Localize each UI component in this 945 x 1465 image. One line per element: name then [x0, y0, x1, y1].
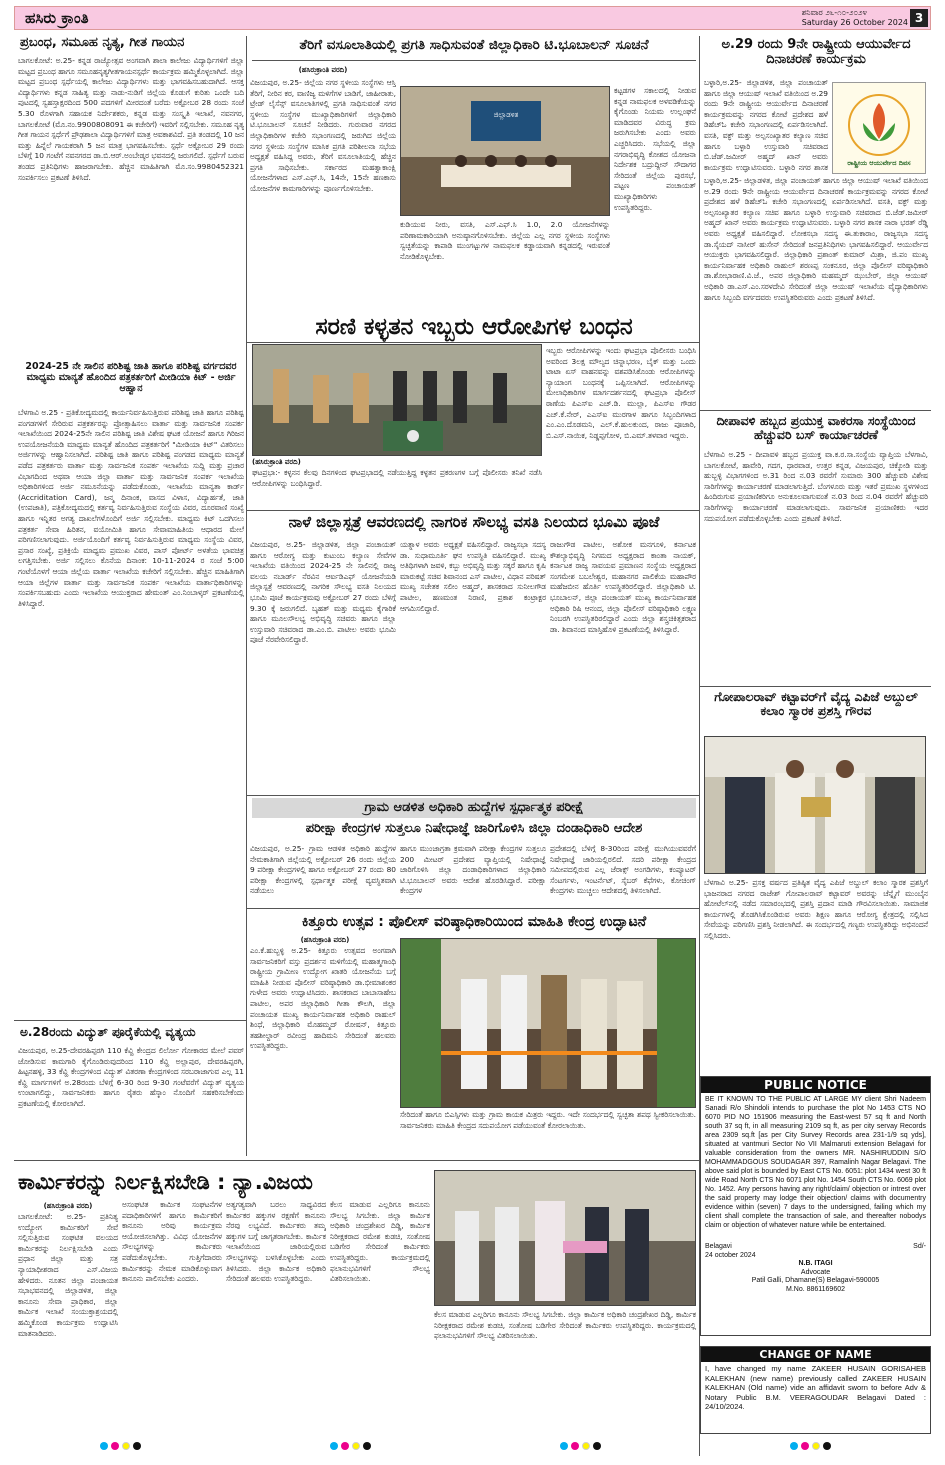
article-body: ವಿಜಯಪುರ, ಅ.25- ಜಿಲ್ಲೆಯ ನಗರ ಸ್ಥಳೀಯ ಸಂಸ್ಥೆಗಳು ಆಸ್ತಿ ತೆರಿಗೆ, ನೀರಿನ ಕರ, ವಾಣಿಜ್ಯ ಮಳಿಗೆಗಳ ಬಾಡಿಗೆ, ಜಾಹೀರಾತು, ಟ್ರೇಡ್ ಲೈಸೆನ್ಸ್ ವಸೂಲಾತಿಗಳಲ್ಲಿ ಪ್ರಗತಿ ಸಾಧಿಸುವಂತೆ ನಗರ ಸ್ಥಳೀಯ ಸಂಸ್ಥೆಗಳ ಮುಖ್ಯಾಧಿಕಾರಿಗಳಿಗೆ ಜಿಲ್ಲಾಧಿಕಾರಿ ಟಿ.ಭೂಬಾಲನ್ ಸೂಚನೆ ನೀಡಿದರು. ಗುರುವಾರ ನಗರದ ಜಿಲ್ಲಾಧಿಕಾರಿಗಳ ಕಚೇರಿ ಸಭಾಂಗಣದಲ್ಲಿ ಜರುಗಿದ ಜಿಲ್ಲೆಯ ನಗರ ಸ್ಥಳೀಯ ಸಂಸ್ಥೆಗಳ ಮಾಸಿಕ ಪ್ರಗತಿ ಪರಿಶೀಲನಾ ಸಭೆಯ ಅಧ್ಯಕ್ಷತೆ ವಹಿಸಿದ್ದ ಅವರು, ತೆರಿಗೆ ವಸೂಲಾತಿಯಲ್ಲಿ ಹೆಚ್ಚಿನ ಪ್ರಗತಿ ಸಾಧಿಸಬೇಕು. ಸರ್ಕಾರದ ಮಹತ್ವಾಕಾಂಕ್ಷಿ ಯೋಜನೆಗಳಾದ ಎಸ್.ಎಫ್.ಸಿ, 14ನೇ, 15ನೇ ಹಣಕಾಸು ಯೋಜನೆಗಳ ಕಾಮಗಾರಿಗಳನ್ನು ಪೂರ್ಣಗೊಳಿಸಬೇಕು. [250, 78, 396, 193]
article-body: ಬಾಗಲಕೋಟೆ: ಅ.25- ಕನ್ನಡ ರಾಜ್ಯೋತ್ಸವ ಅಂಗವಾಗಿ ಶಾಲಾ ಕಾಲೇಜು ವಿದ್ಯಾರ್ಥಿಗಳಿಗೆ ಜಿಲ್ಲಾ ಮಟ್ಟದ ಪ್ರಬಂಧ ಹಾಗೂ ಸಮೂಹನೃತ್ಯಗೀತಗಾಯನಸ್ಪರ್ಧೆ ಕಾರ್ಯಕ್ರಮ ಹಮ್ಮಿಕೊಳ್ಳಲಾಗಿದೆ. ಜಿಲ್ಲಾ ಮಟ್ಟದ ಪ್ರಬಂಧ ಸ್ಪರ್ಧೆಯಲ್ಲಿ ಕಾಲೇಜು ವಿದ್ಯಾರ್ಥಿಗಳು ಮತ್ತು ಭಾಗವಹಿಸಬಹುದಾಗಿದೆ. ಆಸಕ್ತ ವಿದ್ಯಾರ್ಥಿಗಳು ಕನ್ನಡ ಸಾಹಿತ್ಯ ಮತ್ತು ನಾಡು-ನುಡಿಗೆ ಜಿಲ್ಲೆಯ ಕೊಡುಗೆ ಕುರಿತು ಒಂದೇ ಬದಿ ಪುಟದಲ್ಲಿ ಸ್ವಹಸ್ತಾಕ್ಷರದಿಂದ 500 ಪದಗಳಿಗೆ ಮೀರದಂತೆ ಬರೆದು ಅಕ್ಟೋಬರ 28 ರಂದು ಸಂಜೆ 5.30 ರೊಳಗಾಗಿ ಸಹಾಯಕ ನಿರ್ದೇಶಕರು, ಕನ್ನಡ ಮತ್ತು ಸಂಸ್ಕೃತಿ ಇಲಾಖೆ, ನವನಗರ, ಬಾಗಲಕೋಟೆ (ಮೊ.ನಂ.9900808091 ಈ ಕಚೇರಿಗೆ) ಇವರಿಗೆ ಸಲ್ಲಿಸಬೇಕು. ಸಮೂಹ ನೃತ್ಯ ಗೀತ ಗಾಯನ ಸ್ಪರ್ಧೆಗೆ ಪ್ರೌಢಶಾಲಾ ವಿದ್ಯಾರ್ಥಿಗಳಿಗೆ ಮಾತ್ರ ಅವಕಾಶವಿದೆ. ಪ್ರತಿ ತಂಡದಲ್ಲಿ 10 ಜನ ಮತ್ತು ಹಿನ್ನೆಲೆ ಗಾಯಕರಾಗಿ 5 ಜನ ಮಾತ್ರ ಭಾಗವಹಿಸಬೇಕು. ಸ್ಪರ್ಧೆ ಅಕ್ಟೋಬರ 29 ರಂದು ಬೆಳಿಗ್ಗೆ 10 ಗಂಟೆಗೆ ನವನಗರದ ಡಾ.ಬಿ.ಆರ್.ಅಂಬೇಡ್ಕರ ಭವನದಲ್ಲಿ ಜರುಗಲಿದೆ. ಸ್ಪರ್ಧೆಗೆ ಬರುವ ತಂಡದ ಪ್ರತಿನಿಧಿಗಳು ಹಾಜರಾಗಬೇಕು. ಹೆಚ್ಚಿನ ಮಾಹಿತಿಗಾಗಿ ಮೊ.ಸಂ.9980452321 ಸಂಪರ್ಕಿಸಲು ಪ್ರಕಟಣೆ ತಿಳಿಸಿದೆ. [18, 56, 244, 182]
registration-marks [790, 1442, 831, 1450]
article-headline: ಕಿತ್ತೂರು ಉತ್ಸವ : ಪೊಲೀಸ್ ವರಿಷ್ಠಾಧಿಕಾರಿಯಿಂದ ಮಾಹಿತಿ ಕೇಂದ್ರ ಉದ್ಘಾಟನೆ [301, 914, 647, 930]
article-body: ಕೆಲಸ ಮಾಡುವ ಎಲ್ಲರಿಗೂ ಕಾನೂನು ಸೌಲಭ್ಯ ಸಿಗಬೇಕು. ಜಿಲ್ಲಾ ಕಾರ್ಮಿಕ ಅಧಿಕಾರಿ ಚಂದ್ರಶೇಖರ ದಿಡ್ಡಿ, ಕಾರ್ಮಿಕ ನಿರೀಕ್ಷಕರಾದ ರಮೇಶ ಕುಡಚಿ, ಸಂತೋಷ ಬಡಿಗೇರ ಸೇರಿದಂತೆ ಕಾರ್ಮಿಕರು ಉಪಸ್ಥಿತರಿದ್ದರು. ಕಾರ್ಯಕ್ರಮದಲ್ಲಿ ಫಲಾನುಭವಿಗಳಿಗೆ ಸೌಲಭ್ಯ ವಿತರಿಸಲಾಯಿತು. [434, 1310, 696, 1341]
section-rule [247, 510, 699, 511]
section-rule [247, 908, 699, 909]
section-rule [247, 795, 699, 796]
notice-place: Belagavi [705, 1243, 732, 1250]
yellow-dot-icon [352, 1442, 360, 1450]
article-headline: ಅ.29 ರಂದು 9ನೇ ರಾಷ್ಟ್ರೀಯ ಆಯುರ್ವೇದ ದಿನಾಚರಣೆ ಕಾರ್ಯಕ್ರಮ [721, 37, 911, 67]
yellow-dot-icon [582, 1442, 590, 1450]
article-body: ಇಬ್ಬರು ಆರೋಪಿಗಳನ್ನು ಇಂದು ಘಟಪ್ರಭಾ ಪೊಲೀಸರು ಬಂಧಿಸಿ ಅವರಿಂದ 3ಲಕ್ಷ ಮೌಲ್ಯದ ಚಿನ್ನಾಭರಣ, ಬೈಕ್ ಮತ್ತು ಒಂದು ಟಾಟಾ ಏಸ್ ವಾಹನವನ್ನು ವಶಪಡಿಸಿಕೊಂಡು ಆರೋಪಿಗಳನ್ನು ನ್ಯಾಯಾಂಗ ಬಂಧನಕ್ಕೆ ಒಪ್ಪಿಸಲಾಗಿದೆ. ಆರೋಪಿಗಳನ್ನು ಮೇಲಾಧಿಕಾರಿಗಳ ಮಾರ್ಗದರ್ಶನದಲ್ಲಿ ಘಟಪ್ರಭಾ ಪೊಲೀಸ್ ಠಾಣೆಯ ಪಿಎಸ್ಐ ಎಚ್.ಡಿ. ಮುಲ್ಲಾ, ಪಿಎಸ್ಐ ಗೌಡರ ಎಚ್.ಕೆ.ನೇರ್, ಎಎಸ್ಐ ಮುರಗಾಳ ಹಾಗೂ ಸಿಬ್ಬಂದಿಗಳಾದ ಎಂ.ಎಂ.ದೊಡಮನಿ, ಎಲ್.ಕೆ.ಹುಲಕುಂದ, ರಾಜು ಪೂಜಾರಿ, ಬಿ.ಎಸ್.ನಾಯಿಕ, ನಿಡ್ಡಪ್ಪಗೋಳ, ಬಿ.ಎಮ್.ತಳವಾರ ಇದ್ದರು. [546, 346, 696, 440]
article-headline: ಕಾರ್ಮಿಕರನ್ನು ನಿರ್ಲಕ್ಷಿಸಬೇಡಿ : ನ್ಯಾ.ವಿಜಯ [18, 1170, 313, 1194]
article-body: ಕೆಲಸ ಮಾಡುವ ಎಲ್ಲರಿಗೂ ಕಾನೂನು ಸೌಲಭ್ಯ ಸಿಗಬೇಕು. ಜಿಲ್ಲಾ ಕಾರ್ಮಿಕ ಅಧಿಕಾರಿ ಚಂದ್ರಶೇಖರ ದಿಡ್ಡಿ, ಕಾರ್ಮಿಕ ನಿರೀಕ್ಷಕರಾದ ರಮೇಶ ಕುಡಚಿ, ಸಂತೋಷ ಬಡಿಗೇರ ಸೇರಿದಂತೆ ಕಾರ್ಮಿಕರು ಉಪಸ್ಥಿತರಿದ್ದರು. ಕಾರ್ಯಕ್ರಮದಲ್ಲಿ ಫಲಾನುಭವಿಗಳಿಗೆ ಸೌಲಭ್ಯ ವಿತರಿಸಲಾಯಿತು. [330, 1200, 430, 1284]
cyan-dot-icon [100, 1442, 108, 1450]
article-body: ಕುಡಿಯುವ ನೀರು, ವಸತಿ, ಎಸ್.ಎಫ್.ಸಿ 1.0, 2.0 ಯೋಜನೆಗಳನ್ನು ಪರಿಣಾಮಕಾರಿಯಾಗಿ ಅನುಷ್ಠಾನಗೊಳಿಸಬೇಕು. ಜಿಲ್ಲೆಯ ಎಲ್ಲ ನಗರ ಸ್ಥಳೀಯ ಸಂಸ್ಥೆಗಳು ಸ್ವಚ್ಛತೆಯನ್ನು ಕಾಪಾಡಿ ಮುಂಗಟ್ಟುಗಳ ನಾಮಫಲಕ ಕಡ್ಡಾಯವಾಗಿ ಕನ್ನಡದಲ್ಲಿ ಇರುವಂತೆ ನೋಡಿಕೊಳ್ಳಬೇಕು. [400, 220, 610, 261]
article-body: ಪ್ರದೇಶದಲ್ಲಿ ಬೆಳಿಗ್ಗೆ 8-30ರಿಂದ ಪರೀಕ್ಷೆ ಮುಗಿಯುವವರೆಗೆ ನಿಷೇಧಾಜ್ಞೆ ಜಾರಿಯಲ್ಲಿರಲಿದೆ. ಸದರಿ ಪರೀಕ್ಷಾ ಕೇಂದ್ರದ ಸಮೀಪದಲ್ಲಿರುವ ಎಲ್ಲ ಜೆರಾಕ್ಸ್ ಅಂಗಡಿಗಳು, ಕಂಪ್ಯೂಟರ್ ಸೆಂಟರ್ಗಳು, ಇಂಟರ್ನೆಟ್, ಸೈಬರ್ ಕೆಫೆಗಳು, ಕೋಚಿಂಗ್ ಕೇಂದ್ರಗಳು ಮುಚ್ಚಲು ಆದೇಶದಲ್ಲಿ ತಿಳಿಸಲಾಗಿದೆ. [550, 844, 696, 896]
ribbon-cutting-photo [400, 938, 696, 1108]
cyan-dot-icon [330, 1442, 338, 1450]
byline: (ಹಸಿರುಕ್ರಾಂತಿ ವರದಿ) [43, 1202, 93, 1210]
article-body: ಅಸಂಘಟಿತ ಕಾರ್ಮಿಕ ಸಂಘಟನೆಗಳ ಪದಾಧಿಕಾರಿಗಳಿಗೆ ಹಾಗೂ ಕಾರ್ಮಿಕರಿಗೆ ಕಾನೂನು ಅರಿವು ಕಾರ್ಯಕ್ರಮ ಆಯೋಜಿಸಲಾಗಿತ್ತು. ವಿವಿಧ ಯೋಜನೆಗಳ ಸೌಲಭ್ಯಗಳನ್ನು ಕಾರ್ಮಿಕರು ಪಡೆದುಕೊಳ್ಳಬೇಕು. ಗುತ್ತಿಗೆದಾರರು ಕಾರ್ಮಿಕರನ್ನು ನೇಮಕ ಮಾಡಿಕೊಳ್ಳುವಾಗ ಕಾನೂನು ಪಾಲಿಸಬೇಕು ಎಂದರು. [122, 1200, 222, 1284]
cyan-dot-icon [560, 1442, 568, 1450]
date-kannada: ಶನಿವಾರ ೨೬-೧೦-೨೦೨೪ [801, 8, 867, 17]
award-photo [704, 736, 926, 874]
article-body: ಅತ್ಯಗತ್ಯವಾಗಿ ಬರಲು ಸಾಧ್ಯವಿರದ ಕಾರ್ಮಿಕರ ಹಕ್ಕುಗಳ ರಕ್ಷಣೆಗೆ ಕಾನೂನು ನೆರವು ಲಭ್ಯವಿದೆ. ಕಾರ್ಮಿಕರು ತಮ್ಮ ಹಕ್ಕುಗಳ ಬಗ್ಗೆ ಜಾಗೃತರಾಗಬೇಕು. ಕಾರ್ಮಿಕ ಇಲಾಖೆಯಿಂದ ಜಾರಿಯಲ್ಲಿರುವ ಸೌಲಭ್ಯಗಳನ್ನು ಬಳಸಿಕೊಳ್ಳಬೇಕು ಎಂದು ತಿಳಿಸಿದರು. ಜಿಲ್ಲಾ ಕಾರ್ಮಿಕ ಅಧಿಕಾರಿ ಸೇರಿದಂತೆ ಹಲವರು ಉಪಸ್ಥಿತರಿದ್ದರು. [226, 1200, 326, 1284]
article-headline: ಪರೀಕ್ಷಾ ಕೇಂದ್ರಗಳ ಸುತ್ತಲೂ ನಿಷೇಧಾಜ್ಞೆ ಜಾರಿಗೊಳಿಸಿ ಜಿಲ್ಲಾ ದಂಡಾಧಿಕಾರಿ ಆದೇಶ [305, 821, 643, 836]
article-body: ಕಟ್ಟಡಗಳ ಸಕಾಲದಲ್ಲಿ ನೀಡುವ ಕನ್ನಡ ನಾಮಫಲಕ ಅಳವಡಿಕೆಯನ್ನು ಕೈಗೊಂಡು ನಿಯಮ ಉಲ್ಲಂಘನೆ ಮಾಡಿದವರ ವಿರುದ್ಧ ಕ್ರಮ ಜರುಗಿಸಬೇಕು ಎಂದು ಅವರು ಎಚ್ಚರಿಸಿದರು. ಸಭೆಯಲ್ಲಿ ಜಿಲ್ಲಾ ನಗರಾಭಿವೃದ್ಧಿ ಕೋಶದ ಯೋಜನಾ ನಿರ್ದೇಶಕ ಬದ್ರುದ್ದೀನ್ ಸೌದಾಗರ ಸೇರಿದಂತೆ ಜಿಲ್ಲೆಯ ಪುರಸಭೆ, ಪಟ್ಟಣ ಪಂಚಾಯತ್ ಮುಖ್ಯಾಧಿಕಾರಿಗಳು ಉಪಸ್ಥಿತರಿದ್ದರು. [614, 86, 696, 212]
section-rule [14, 1160, 700, 1161]
public-notice-body: BE IT KNOWN TO THE PUBLIC AT LARGE MY client Shri Nadeem Sanadi R/o Shindoli intends to purchase the plot No 1453 CTS NO 6070 PID NO 151906 measuring the East-west 57 sq ft and North south 37 sq ft, in all measuring 2109 sq ft, as per city servay Records area 2309 sq.ft [as per City Survey Records area 231-1/9 sq yds], situated at vantmuri Sector No VII Malmaruti extension Belagavi for valuable consideration from the owners MR. NASHIRUDDIN S/O MOHAMMADGOUS SOUDAGAR 397, Ramalinh Nagar Belagavi. The above said plot is bounded by East CTS No. 6051: plot 1434 west 30 ft wide Road North CTS No 6071 plot No. 1454 South CTS No. 6069 plot No. 1452. Any persons having any right/claim/ objection or intrest over the said property may lodge their objection/ claims with documentry evidence within (seven) 7 days to the undersigned, failing which my client shall complete the transaction of sale, and thereafter nobodys claim or objection of whatever nature while be entertained. [705, 1096, 926, 1229]
article-body: ಬೆಳಗಾವಿ ಅ.25- ಪ್ರಸಕ್ತ ವರ್ಷದ ಪ್ರತಿಷ್ಠಿತ ವೈದ್ಯ ಎಪಿಜೆ ಅಬ್ದುಲ್ ಕಲಾಂ ಸ್ಮಾರಕ ಪ್ರಶಸ್ತಿಗೆ ಭಾಜನರಾದ ನಗರದ ರಾಜೇಶ್ ಗೋಪಾಲರಾವ್ ಕಟ್ಟಾವರ್ ಅವರನ್ನು ಚೆನ್ನೈಗೆ ಮುಂಬೈನ ಹೋಟೆಲ್‌ನಲ್ಲಿ ನಡೆದ ಸಮಾರಂಭದಲ್ಲಿ ಪ್ರಶಸ್ತಿ ಪ್ರದಾನ ಮಾಡಿ ಗೌರವಿಸಲಾಯಿತು. ಸಾಮಾಜಿಕ ಕಾರ್ಯಗಳಲ್ಲಿ ತೊಡಗಿಸಿಕೊಂಡಿರುವ ಅವರು ಶಿಕ್ಷಣ ಹಾಗೂ ಆರೋಗ್ಯ ಕ್ಷೇತ್ರದಲ್ಲಿ ಸಲ್ಲಿಸಿದ ಸೇವೆಯನ್ನು ಪರಿಗಣಿಸಿ ಪ್ರಶಸ್ತಿ ನೀಡಲಾಗಿದೆ. ಈ ಸಂದರ್ಭದಲ್ಲಿ ಗಣ್ಯರು ಉಪಸ್ಥಿತರಿದ್ದು ಅಭಿನಂದನೆ ಸಲ್ಲಿಸಿದರು. [704, 878, 928, 940]
page-number: 3 [910, 9, 928, 27]
article-body: ಬೆಳಗಾವಿ ಅ.25 - ಪ್ರತಿಕೋದ್ಯಮದಲ್ಲಿ ಕಾರ್ಯನಿರ್ವಹಿಸುತ್ತಿರುವ ಪರಿಶಿಷ್ಟ ಜಾತಿ ಹಾಗೂ ಪರಿಶಿಷ್ಟ ಪಂಗಡಗಳಿಗೆ ಸೇರಿರುವ ಪತ್ರಕರ್ತರನ್ನು ಪ್ರೋತ್ಸಾಹಿಸಲು ವಾರ್ತಾ ಮತ್ತು ಸಾರ್ವಜನಿಕ ಸಂಪರ್ಕ ಇಲಾಖೆಯಿಂದ 2024-25ನೇ ಸಾಲಿನ ಪರಿಶಿಷ್ಟ ಜಾತಿ ವಿಶೇಷ ಘಟಕ ಯೋಜನೆ ಹಾಗೂ ಗಿರಿಜನ ಉಪಯೋಜನೆಯಡಿ ಮಾಧ್ಯಮ ಮಾನ್ಯತೆ ಹೊಂದಿದ ಪತ್ರಕರ್ತರಿಗೆ "ಮೀಡಿಯಾ ಕಿಟ್" ವಿತರಿಸಲು ಅರ್ಜಿಗಳನ್ನು ಆಹ್ವಾನಿಸಲಾಗಿದೆ. ಪರಿಶಿಷ್ಟ ಜಾತಿ ಹಾಗೂ ಪರಿಶಿಷ್ಟ ಪಂಗಡದ ಮಾಧ್ಯಮ ಮಾನ್ಯತೆ ಪಡೆದ ಪತ್ರಕರ್ತರು ವಾರ್ತಾ ಮತ್ತು ಸಾರ್ವಜನಿಕ ಸಂಪರ್ಕ ಇಲಾಖೆಯ ಸುದ್ದಿ ಮತ್ತು ಪ್ರಚಾರ ವಿಭಾಗದಿಂದ ಅಥವಾ ಆಯಾ ಜಿಲ್ಲಾ ವಾರ್ತಾ ಮತ್ತು ಸಾರ್ವಜನಿಕ ಸಂಪರ್ಕ ಇಲಾಖೆಯ ಅಧಿಕಾರಿಗಳಿಂದ ಅರ್ಜಿ ನಮೂನೆಯನ್ನು ಪಡೆದುಕೊಂಡು, ಇಲಾಖೆಯ ಮಾನ್ಯತಾ ಕಾರ್ಡ್ (Accriditation Card), ಜನ್ಮ ದಿನಾಂಕ, ವಾಸದ ವಿಳಾಸ, ವಿದ್ಯಾರ್ಹತೆ, ಜಾತಿ (ಉಪಜಾತಿ), ಪತ್ರಿಕೋದ್ಯಮದಲ್ಲಿ ಕರ್ತವ್ಯ ನಿರ್ವಹಿಸುತ್ತಿರುವ ಸಂಸ್ಥೆಯ ವಿವರ, ದೂರವಾಣಿ ಸಂಖ್ಯೆ ಹಾಗೂ ಇನ್ನಿತರ ಅಗತ್ಯ ದಾಖಲೆಗಳೊಂದಿಗೆ ಅರ್ಜಿ ಸಲ್ಲಿಸಬೇಕು. ಮಾಧ್ಯಮ ಕಿಟ್ ಒದಗಿಸಲು ಪತ್ರಕರ್ತ ಸೇವಾ ಹಿರಿತನ, ವಯೋಮಿತಿ ಹಾಗೂ ಸೇವಾಮಾಹಿತಿಯ ಆಧಾರದ ಮೇಲೆ ಪರಿಗಣಿಸಲಾಗುವುದು. ಅರ್ಜಿಯೊಂದಿಗೆ ಕರ್ತವ್ಯ ನಿರ್ವಹಿಸುತ್ತಿರುವ ಮಾಧ್ಯಮ ಸಂಸ್ಥೆಯ ವಿವರ, ಪ್ರಸಾರ ಸಂಖ್ಯೆ, ಪ್ರತಿಕ್ರಿಯೆ ಮಾಧ್ಯಮ ಪ್ರಮುಖ ವಿವರ, ಪಾಸ್ ಪೋರ್ಟ್ ಅಳತೆಯ ಭಾವಚಿತ್ರ ಲಗತ್ತಿಸಬೇಕು. ಅರ್ಜಿ ಸಲ್ಲಿಸಲು ಕೊನೆಯ ದಿನಾಂಕ: 10-11-2024 ರ ಸಂಜೆ 5:00 ಗಂಟೆಯೊಳಗೆ ಆಯಾ ಜಿಲ್ಲೆಯ ವಾರ್ತಾ ಇಲಾಖೆಯ ಕಚೇರಿಗೆ ಸಲ್ಲಿಸಬೇಕು. ಹೆಚ್ಚಿನ ಮಾಹಿತಿಗಾಗಿ ಆಯಾ ಜಿಲ್ಲೆಗಳ ವಾರ್ತಾ ಮತ್ತು ಸಾರ್ವಜನಿಕ ಸಂಪರ್ಕ ಇಲಾಖೆಯ ವಾರ್ತಾಧಿಕಾರಿಗಳನ್ನು ಸಂಪರ್ಕಿಸಬಹುದು ಎಂದು ಇಲಾಖೆಯ ಆಯುಕ್ತರಾದ ಹೇಮಂತ್ ಎಂ.ನಿಂಬಾಳ್ಕರ್ ಪ್ರಕಟಣೆಯಲ್ಲಿ ತಿಳಿಸಿದ್ದಾರೆ. [18, 408, 244, 608]
article-body: ಬಾಗಲಕೋಟೆ: ಅ.25- ಪ್ರತಿನಿತ್ಯ ಉದ್ಯೋಗ ಕಾರ್ಮಿಕರಿಗೆ ಸೇವೆ ಸಲ್ಲಿಸುತ್ತಿರುವ ಸಂಘಟಿತ ವಲಯದ ಕಾರ್ಮಿಕರನ್ನು ನಿರ್ಲಕ್ಷಿಸಬೇಡಿ ಎಂದು ಪ್ರಧಾನ ಜಿಲ್ಲಾ ಮತ್ತು ಸತ್ರ ನ್ಯಾಯಾಧೀಶರಾದ ಎಸ್.ವಿಜಯ ಹೇಳಿದರು. ನೂತನ ಜಿಲ್ಲಾ ಪಂಚಾಯತ ಸಭಾಭವನದಲ್ಲಿ ಜಿಲ್ಲಾಡಳಿತ, ಜಿಲ್ಲಾ ಕಾನೂನು ಸೇವಾ ಪ್ರಾಧಿಕಾರ, ಜಿಲ್ಲಾ ಕಾರ್ಮಿಕ ಇಲಾಖೆ ಸಂಯುಕ್ತಾಶ್ರಯದಲ್ಲಿ ಹಮ್ಮಿಕೊಂಡ ಕಾರ್ಯಕ್ರಮ ಉದ್ಘಾಟಿಸಿ ಮಾತನಾಡಿದರು. [18, 1212, 118, 1338]
change-of-name-title: CHANGE OF NAME [701, 1347, 930, 1362]
cyan-dot-icon [790, 1442, 798, 1450]
labour-event-photo-image [435, 1171, 696, 1306]
article-body: ವಿಜಯಪುರ, ಅ.25-ದೇವರಹಿಪ್ಪರಗಿ 110 ಕೆವ್ಹಿ ಕೇಂದ್ರದ ಲಿರ್ಲೋ ಗೋಕಾರದ ಮೇಲೆ ಪವರ್ ಜೋಡಿಸುವ ಕಾಮಗಾರಿ ಕೈಗೊಂಡಿರುವುದರಿಂದ 110 ಕೆವ್ಹಿ ಅಲ್ಲಾಪುರ, ದೇವರಹಿಪ್ಪರಗಿ, ಹಿಟ್ಟನಹಳ್ಳಿ, 33 ಕೆವ್ಹಿ ಕೇಂದ್ರಗಳಿಂದ ವಿದ್ಯುತ್ ವಿತರಣಾ ಕೇಂದ್ರಗಳಿಂದ ಸರಬರಾಜಾಗುವ ಎಲ್ಲ 11 ಕೆವ್ಹಿ ಮಾರ್ಗಗಳಿಗೆ ಅ.28ರಂದು ಬೆಳಿಗ್ಗೆ 6-30 ರಿಂದ 9-30 ಗಂಟೆವರೆಗೆ ವಿದ್ಯುತ್ ವ್ಯತ್ಯಯ ಉಂಟಾಗಲಿದ್ದು, ಸಾರ್ವಜನಿಕರು ಹಾಗೂ ರೈತರು ಹೆಸ್ಕಾಂ ನೊಂದಿಗೆ ಸಹಕರಿಸಬೇಕೆಂದು ಪ್ರಕಟಣೆಯಲ್ಲಿ ಕೋರಲಾಗಿದೆ. [18, 1046, 244, 1108]
section-rule [700, 410, 931, 411]
black-dot-icon [823, 1442, 831, 1450]
change-of-name-body: I, have changed my name ZAKEER HUSAIN GORISAHEB KALEKHAN (new name) previously called ZAKEER HUSAIN KALEKHAN (Old name) vide an affidavit sworn to before Adv & Notary Public B.M. VEERAGOUDAR Belagavi Dated : 24/10/2024. [705, 1364, 926, 1412]
ayurveda-logo [832, 82, 926, 174]
article-body: ವಿಜಯಪುರ, ಅ.25- ಜಿಲ್ಲಾಡಳಿತ, ಜಿಲ್ಲಾ ಪಂಚಾಯತ್ ಹಾಗೂ ಆರೋಗ್ಯ ಮತ್ತು ಕುಟುಂಬ ಕಲ್ಯಾಣ ಸೇವೆಗಳ ಇಲಾಖೆಯ ವತಿಯಿಂದ 2024-25 ನೇ ಸಾಲಿನಲ್ಲಿ ರಾಜ್ಯ ವಲಯ ನಬಾರ್ಡ್ ನೆರವಿನ ಆರ್ಐಡಿಎಫ್ ಯೋಜನೆಯಡಿ ಜಿಲ್ಲಾಸ್ಪತ್ರೆ ಆವರಣದಲ್ಲಿ ನಾಗರಿಕ ಸೌಲಭ್ಯ ವಸತಿ ನಿಲಯದ ಭೂಮಿ ಪೂಜೆ ಕಾರ್ಯಕ್ರಮವು ಅಕ್ಟೋಬರ್ 27 ರಂದು ಬೆಳಿಗ್ಗೆ 9.30 ಕ್ಕೆ ಜರುಗಲಿದೆ. ಬೃಹತ್ ಮತ್ತು ಮಧ್ಯಮ ಕೈಗಾರಿಕೆ ಹಾಗೂ ಮೂಲಸೌಲಭ್ಯ ಅಭಿವೃದ್ಧಿ ಸಚಿವರು ಹಾಗೂ ಜಿಲ್ಲಾ ಉಸ್ತುವಾರಿ ಸಚಿವರಾದ ಡಾ.ಎಂ.ಬಿ. ಪಾಟೀಲ ಅವರು ಭೂಮಿ ಪೂಜೆ ನೆರವೇರಿಸಲಿದ್ದಾರೆ. [250, 540, 396, 645]
labour-event-photo [434, 1170, 696, 1306]
newspaper-title: ಹಸಿರು ಕ್ರಾಂತಿ [25, 9, 89, 27]
article-body: ಸೇರಿದಂತೆ ಹಾಗೂ ಬಿಎಸ್ಸಿಗಳು ಮತ್ತು ಗ್ರಾಮ ಕಾಯಕ ಮಿತ್ರರು ಇದ್ದರು. ಇದೇ ಸಂದರ್ಭದಲ್ಲಿ ಸ್ವಚ್ಛತಾ ಶಪಥ ಸ್ವೀಕರಿಸಲಾಯಿತು. ಸಾರ್ವಜನಿಕರು ಮಾಹಿತಿ ಕೇಂದ್ರದ ಸದುಪಯೋಗ ಪಡೆಯುವಂತೆ ಕೋರಲಾಯಿತು. [400, 1110, 696, 1130]
article-body: ಬಳ್ಳಾರಿ,ಅ.25- ಜಿಲ್ಲಾಡಳಿತ, ಜಿಲ್ಲಾ ಪಂಚಾಯತ್ ಹಾಗೂ ಜಿಲ್ಲಾ ಆಯುಷ್ ಇಲಾಖೆ ವತಿಯಿಂದ ಅ.29 ರಂದು 9ನೇ ರಾಷ್ಟ್ರೀಯ ಆಯುರ್ವೇದ ದಿನಾಚರಣೆ ಕಾರ್ಯಕ್ರಮವನ್ನು ನಗರದ ಕೋಟೆ ಪ್ರದೇಶದ ಹಳೆ ಡಿಹೆಚ್ಓ ಕಚೇರಿ ಸಭಾಂಗಣದಲ್ಲಿ ಏರ್ಪಡಿಸಲಾಗಿದೆ. ವಸತಿ, ವಕ್ಫ್ ಮತ್ತು ಅಲ್ಪಸಂಖ್ಯಾತರ ಕಲ್ಯಾಣ ಸಚಿವ ಹಾಗೂ ಬಳ್ಳಾರಿ ಉಸ್ತುವಾರಿ ಸಚಿವರಾದ ಬಿ.ಜೆಡ್.ಜಮೀರ್ ಅಹ್ಮದ್ ಖಾನ್ ಅವರು ಕಾರ್ಯಕ್ರಮ ಉದ್ಘಾಟಿಸುವರು. ಬಳ್ಳಾರಿ ನಗರ ಶಾಸಕ ನಾರಾ ಭರತ್ ರೆಡ್ಡಿ ಅವರು ಅಧ್ಯಕ್ಷತೆ ವಹಿಸಲಿದ್ದಾರೆ. ಲೋಕಸಭಾ ಸದಸ್ಯ ಈ.ತುಕಾರಾಂ, ರಾಜ್ಯಸಭಾ ಸದಸ್ಯ ಡಾ.ಸೈಯದ್ ನಾಸೀರ್ ಹುಸೇನ್ ಸೇರಿದಂತೆ ಜನಪ್ರತಿನಿಧಿಗಳು ಭಾಗವಹಿಸಲಿದ್ದಾರೆ. ಆಯುರ್ವೇದ ಆಯುಕ್ತರು ಭಾಗವಹಿಸಲಿದ್ದಾರೆ. ಜಿಲ್ಲಾಧಿಕಾರಿ ಪ್ರಶಾಂತ್ ಕುಮಾರ್ ಮಿಶ್ರಾ, ಜಿ.ಪಂ ಮುಖ್ಯ ಕಾರ್ಯನಿರ್ವಾಹಕ ಅಧಿಕಾರಿ ರಾಹುಲ್ ಶರಣಪ್ಪ ಸಂಕನೂರ, ಜಿಲ್ಲಾ ಪೊಲೀಸ್ ವರಿಷ್ಠಾಧಿಕಾರಿ ಡಾ.ಶೋಭಾರಾಣಿ.ವಿ.ಜೆ., ಅಪರ ಜಿಲ್ಲಾಧಿಕಾರಿ ಮಹಮ್ಮದ್ ಝುಬೇರ್, ಜಿಲ್ಲಾ ಆಯುಷ್ ಅಧಿಕಾರಿ ಡಾ.ಎಸ್.ಎಂ.ಸರಳದೇವಿ ಸೇರಿದಂತೆ ಜಿಲ್ಲಾ ಆಯುಷ್ ಇಲಾಖೆಯ ವೈದ್ಯಾಧಿಕಾರಿಗಳು ಹಾಗೂ ಸಿಬ್ಬಂದಿ ವರ್ಗದವರು ಉಪಸ್ಥಿತರಿರುವರು ಎಂದು ಪ್ರಕಟಣೆ ತಿಳಿಸಿದೆ. [704, 176, 928, 302]
section-rule [700, 686, 931, 687]
article-headline: ತೆರಿಗೆ ವಸೂಲಾತಿಯಲ್ಲಿ ಪ್ರಗತಿ ಸಾಧಿಸುವಂತೆ ಜಿಲ್ಲಾಧಿಕಾರಿ ಟಿ.ಭೂಬಾಲನ್ ಸೂಚನೆ [299, 37, 649, 53]
svg-text:ಜಿಲ್ಲಾಡಳಿತ: ಜಿಲ್ಲಾಡಳಿತ [493, 111, 519, 119]
article-body: ಘಟಪ್ರಭಾ:- ಕಳ್ಳನನ ಕೆಲವು ದಿನಗಳಿಂದ ಘಟಪ್ರಭಾದಲ್ಲಿ ನಡೆಯುತ್ತಿದ್ದ ಕಳ್ಳತನ ಪ್ರಕರಣಗಳ ಬಗ್ಗೆ ಪೊಲೀಸರು ತನಿಖೆ ನಡೆಸಿ ಆರೋಪಿಗಳನ್ನು ಬಂಧಿಸಿದ್ದಾರೆ. [252, 468, 542, 488]
article-headline: ಸರಣಿ ಕಳ್ಳತನ ಇಬ್ಬರು ಆರೋಪಿಗಳ ಬಂಧನ [252, 314, 696, 340]
black-dot-icon [593, 1442, 601, 1450]
change-of-name-notice [700, 1346, 931, 1434]
column-rule [246, 36, 247, 1156]
notice-advocate-role: Advocate [800, 1268, 831, 1276]
article-body: ಯತ್ನಾಳ ಅವರು ಅಧ್ಯಕ್ಷತೆ ವಹಿಸಲಿದ್ದಾರೆ. ರಾಜ್ಯಸಭಾ ಸದಸ್ಯ ಡಾ. ಸುಧಾಮೂರ್ತಿ ಘನ ಉಪಸ್ಥಿತಿ ವಹಿಸಲಿದ್ದಾರೆ. ಮುಖ್ಯ ಅತಿಥಿಗಳಾಗಿ ಜವಳಿ, ಕಬ್ಬು ಅಭಿವೃದ್ಧಿ ಮತ್ತು ಸಕ್ಕರೆ ಹಾಗೂ ಕೃಷಿ ಮಾರುಕಟ್ಟೆ ಸಚಿವ ಶಿವಾನಂದ ಎಸ್ ಪಾಟೀಲ, ವಿಧಾನ ಪರಿಷತ್ ಮುಖ್ಯ ಸಚೇತಕ ಸಲೀಂ ಅಹ್ಮದ್, ಶಾಸಕರಾದ ಸುನೀಲಗೌಡ ಪಾಟೀಲ, ಹಣಮಂತ ನಿರಾಣಿ, ಪ್ರಕಾಶ ಕಂಟ್ರಾಕ್ಟರ ಆಗಮಿಸಲಿದ್ದಾರೆ. [400, 540, 546, 613]
notice-sd: Sd/- [913, 1243, 926, 1250]
article-headline: ದೀಪಾವಳಿ ಹಬ್ಬದ ಪ್ರಯುಕ್ತ ವಾಕರಸಾ ಸಂಸ್ಥೆಯಿಂದ ಹೆಚ್ಚುವರಿ ಬಸ್ ಕಾರ್ಯಾಚರಣೆ [716, 413, 916, 443]
black-dot-icon [133, 1442, 141, 1450]
meeting-photo-image [401, 87, 610, 216]
public-notice [700, 1076, 931, 1336]
registration-marks [100, 1442, 141, 1450]
article-headline: ಪ್ರಬಂಧ, ಸಮೂಹ ನೃತ್ಯ, ಗೀತ ಗಾಯನ [20, 35, 185, 50]
public-notice-title: PUBLIC NOTICE [701, 1077, 930, 1093]
article-body: ಹಾಗೂ ಮುಂಜಾಗ್ರತಾ ಕ್ರಮವಾಗಿ ಪರೀಕ್ಷಾ ಕೇಂದ್ರಗಳ ಸುತ್ತಲೂ 200 ಮೀಟರ್ ಪ್ರದೇಶದ ವ್ಯಾಪ್ತಿಯಲ್ಲಿ ನಿಷೇಧಾಜ್ಞೆ ಜಾರಿಗೊಳಿಸಿ ಜಿಲ್ಲಾ ದಂಡಾಧಿಕಾರಿಗಳಾದ ಜಿಲ್ಲಾಧಿಕಾರಿ ಟಿ.ಭೂಬಾಲನ್ ಅವರು ಆದೇಶ ಹೊರಡಿಸಿದ್ದಾರೆ. ಪರೀಕ್ಷಾ ಕೇಂದ್ರಗಳ [400, 844, 546, 896]
article-body: ಬಳ್ಳಾರಿ,ಅ.25- ಜಿಲ್ಲಾಡಳಿತ, ಜಿಲ್ಲಾ ಪಂಚಾಯತ್ ಹಾಗೂ ಜಿಲ್ಲಾ ಆಯುಷ್ ಇಲಾಖೆ ವತಿಯಿಂದ ಅ.29 ರಂದು 9ನೇ ರಾಷ್ಟ್ರೀಯ ಆಯುರ್ವೇದ ದಿನಾಚರಣೆ ಕಾರ್ಯಕ್ರಮವನ್ನು ನಗರದ ಕೋಟೆ ಪ್ರದೇಶದ ಹಳೆ ಡಿಹೆಚ್ಓ ಕಚೇರಿ ಸಭಾಂಗಣದಲ್ಲಿ ಏರ್ಪಡಿಸಲಾಗಿದೆ. ವಸತಿ, ವಕ್ಫ್ ಮತ್ತು ಅಲ್ಪಸಂಖ್ಯಾತರ ಕಲ್ಯಾಣ ಸಚಿವ ಹಾಗೂ ಬಳ್ಳಾರಿ ಉಸ್ತುವಾರಿ ಸಚಿವರಾದ ಬಿ.ಜೆಡ್.ಜಮೀರ್ ಅಹ್ಮದ್ ಖಾನ್ ಅವರು ಕಾರ್ಯಕ್ರಮ ಉದ್ಘಾಟಿಸುವರು. ಬಳ್ಳಾರಿ ನಗರ ಶಾಸಕ [704, 78, 828, 172]
date-english: Saturday 26 October 2024 [801, 18, 908, 27]
yellow-dot-icon [812, 1442, 820, 1450]
ribbon-cutting-photo-image [401, 939, 696, 1108]
article-body: ಎಂ.ಕೆ.ಹುಬ್ಬಳ್ಳಿ ಅ.25- ಕಿತ್ತೂರು ಉತ್ಸವದ ಅಂಗವಾಗಿ ಸಾರ್ವಜನಿಕರಿಗೆ ವಸ್ತು ಪ್ರದರ್ಶನ ಮಳಿಗೆಯಲ್ಲಿ ಮಹಾತ್ಮಗಾಂಧಿ ರಾಷ್ಟ್ರೀಯ ಗ್ರಾಮೀಣ ಉದ್ಯೋಗ ಖಾತರಿ ಯೋಜನೆಯ ಬಗ್ಗೆ ಮಾಹಿತಿ ನೀಡುವ ಪೊಲೀಸ್ ವರಿಷ್ಠಾಧಿಕಾರಿ ಡಾ.ಭೀಮಾಶಂಕರ ಗುಳೇದ ಅವರು ಉದ್ಘಾಟಿಸಿದರು. ಶಾಸಕರಾದ ಬಾಬಾಸಾಹೇಬ ಪಾಟೀಲ, ಅಪರ ಜಿಲ್ಲಾಧಿಕಾರಿ ಗೀತಾ ಕೌಲಗಿ, ಜಿಲ್ಲಾ ಪಂಚಾಯತ ಮುಖ್ಯ ಕಾರ್ಯನಿರ್ವಾಹಕ ಅಧಿಕಾರಿ ರಾಹುಲ್ ಶಿಂಧೆ, ಜಿಲ್ಲಾಧಿಕಾರಿ ಮೊಹಮ್ಮದ್ ರೋಷನ್, ಕಿತ್ತೂರು ತಹಶೀಲ್ದಾರ್ ರವೀಂದ್ರ ಹಾದಿಮನಿ ಸೇರಿದಂತೆ ಹಲವರು ಉಪಸ್ಥಿತರಿದ್ದರು. [250, 946, 396, 1051]
ayurveda-logo-caption: ರಾಷ್ಟ್ರೀಯ ಆಯುರ್ವೇದ ದಿವಸ [847, 159, 911, 167]
article-headline: 2024-25 ನೇ ಸಾಲಿನ ಪರಿಶಿಷ್ಟ ಜಾತಿ ಹಾಗೂ ಪರಿಶಿಷ್ಟ ವರ್ಗದವರ ಮಾಧ್ಯಮ ಮಾನ್ಯತೆ ಹೊಂದಿದ ಪತ್ರಕರ್ತರಿಗೆ ಮೀಡಿಯಾ ಕಿಟ್ - ಅರ್ಜಿ ಆಹ್ವಾನ [25, 361, 237, 394]
notice-date: 24 october 2024 [705, 1251, 756, 1259]
byline: (ಹಸಿರುಕ್ರಾಂತಿ ವರದಿ) [252, 458, 301, 466]
article-body: ರಾಜುಗೌಡ ಪಾಟೀಲ, ಅಶೋಕ ಮನಗೂಳಿ, ಕರ್ನಾಟಕ ಕೌಶಲ್ಯಾಭಿವೃದ್ಧಿ ನಿಗಮದ ಅಧ್ಯಕ್ಷರಾದ ಕಾಂತಾ ನಾಯಕ್, ಕರ್ನಾಟಕ ರಾಜ್ಯ ಸಾವಯವ ಪ್ರಮಾಣನ ಸಂಸ್ಥೆಯ ಅಧ್ಯಕ್ಷರಾದ ಸಂಗಮೇಶ ಬಬಲೇಶ್ವರ, ಮಹಾನಗರ ಪಾಲಿಕೆಯ ಮಹಾಪೌರ ಮಹೆಜಬೀನ ಹೊರ್ತಿ ಉಪಸ್ಥಿತರಿರಲಿದ್ದಾರೆ. ಜಿಲ್ಲಾಧಿಕಾರಿ ಟಿ. ಭೂಬಾಲನ್, ಜಿಲ್ಲಾ ಪಂಚಾಯತ್ ಮುಖ್ಯ ಕಾರ್ಯನಿರ್ವಾಹಕ ಅಧಿಕಾರಿ ರಿಷಿ ಆನಂದ, ಜಿಲ್ಲಾ ಪೊಲೀಸ್ ವರಿಷ್ಠಾಧಿಕಾರಿ ಲಕ್ಷ್ಮಣ ನಿಂಬರಗಿ ಉಪಸ್ಥಿತರಿರಲಿದ್ದಾರೆ ಎಂದು ಜಿಲ್ಲಾ ಶಸ್ತ್ರಚಿಕಿತ್ಸಕರಾದ ಡಾ. ಶಿವಾನಂದ ಮಾಸ್ತಿಹೊಳಿ ಪ್ರಕಟಣೆಯಲ್ಲಿ ತಿಳಿಸಿದ್ದಾರೆ. [550, 540, 696, 634]
police-photo [252, 344, 542, 456]
notice-mobile: M.No. 8861169602 [785, 1285, 846, 1293]
magenta-dot-icon [111, 1442, 119, 1450]
registration-marks [560, 1442, 601, 1450]
article-headline: ಅ.28ರಂದು ವಿದ್ಯುತ್ ಪೂರೈಕೆಯಲ್ಲಿ ವ್ಯತ್ಯಯ [20, 1025, 196, 1039]
masthead [14, 6, 931, 30]
magenta-dot-icon [341, 1442, 349, 1450]
black-dot-icon [363, 1442, 371, 1450]
article-body: ಬೆಳಗಾವಿ ಅ.25 - ದೀಪಾವಳಿ ಹಬ್ಬದ ಪ್ರಯುಕ್ತ ವಾ.ಕ.ರ.ಸಾ.ಸಂಸ್ಥೆಯ ವ್ಯಾಪ್ತಿಯ ಬೆಳಗಾವಿ, ಬಾಗಲಕೋಟೆ, ಹಾವೇರಿ, ಗದಗ, ಧಾರವಾಡ, ಉತ್ತರ ಕನ್ನಡ, ವಿಜಯಪುರ, ಚಿಕ್ಕೋಡಿ ಮತ್ತು ಹುಬ್ಬಳ್ಳಿ ವಿಭಾಗಗಳಿಂದ ಅ.31 ರಿಂದ ನ.03 ರವರೆಗೆ ಸುಮಾರು 300 ಹೆಚ್ಚುವರಿ ವಿಶೇಷ ಸಾರಿಗೆಗಳನ್ನು ಕಾರ್ಯಾಚರಣೆ ಮಾಡಲಾಗುತ್ತಿದೆ. ಬೆಂಗಳೂರು ಮತ್ತು ಇತರೆ ಪ್ರಮುಖ ಸ್ಥಳಗಳಿಂದ ಹಿಂದಿರುಗುವ ಪ್ರಯಾಣಿಕರಿಗೂ ಅನುಕೂಲವಾಗುವಂತೆ ನ.03 ರಿಂದ ನ.04 ರವರೆಗೆ ಹೆಚ್ಚುವರಿ ಸಾರಿಗೆಗಳನ್ನು ಕಾರ್ಯಾಚರಣೆ ಮಾಡಲಾಗುವುದು. ಸಾರ್ವಜನಿಕ ಪ್ರಯಾಣಿಕರು ಇದರ ಸದುಪಯೋಗ ಪಡೆದುಕೊಳ್ಳಬೇಕು ಎಂದು ಪ್ರಕಟಣೆ ತಿಳಿಸಿದೆ. [704, 450, 928, 523]
article-headline: ನಾಳೆ ಜಿಲ್ಲಾಸ್ಪತ್ರೆ ಆವರಣದಲ್ಲಿ ನಾಗರಿಕ ಸೌಲಭ್ಯ ವಸತಿ ನಿಲಯದ ಭೂಮಿ ಪೂಜೆ [288, 513, 660, 531]
yellow-dot-icon [122, 1442, 130, 1450]
police-photo-image [253, 345, 542, 456]
article-body: ವಿಜಯಪುರ, ಅ.25- ಗ್ರಾಮ ಆಡಳಿತ ಅಧಿಕಾರಿ ಹುದ್ದೆಗಳ ನೇಮಕಾತಿಗಾಗಿ ಜಿಲ್ಲೆಯಲ್ಲಿ ಅಕ್ಟೋಬರ್ 26 ರಂದು ಜಿಲ್ಲೆಯ 9 ಪರೀಕ್ಷಾ ಕೇಂದ್ರಗಳಲ್ಲಿ ಹಾಗೂ ಅಕ್ಟೋಬರ್ 27 ರಂದು 80 ಪರೀಕ್ಷಾ ಕೇಂದ್ರಗಳಲ್ಲಿ ಸ್ಪರ್ಧಾತ್ಮಕ ಪರೀಕ್ಷೆ ವ್ಯವಸ್ಥಿತವಾಗಿ ನಡೆಯಲು [250, 844, 396, 896]
article-headline: ಗೋಪಾಲರಾವ್ ಕಟ್ಟಾವರ್‌ಗೆ ವೈದ್ಯ ಎಪಿಜೆ ಅಬ್ದುಲ್ ಕಲಾಂ ಸ್ಮಾರಕ ಪ್ರಶಸ್ತಿ ಗೌರವ [714, 689, 918, 719]
magenta-dot-icon [571, 1442, 579, 1450]
notice-address: Patil Galli, Dhamane(S) Belagavi-590005 [751, 1277, 880, 1284]
award-photo-image [705, 737, 926, 874]
byline: (ಹಸಿರುಕ್ರಾಂತಿ ವರದಿ) [298, 66, 348, 74]
notice-advocate-name: N.B. ITAGI [798, 1260, 833, 1267]
registration-marks [330, 1442, 371, 1450]
section-rule [247, 342, 699, 343]
magenta-dot-icon [801, 1442, 809, 1450]
byline: (ಹಸಿರುಕ್ರಾಂತಿ ವರದಿ) [300, 936, 350, 944]
section-rule [14, 1020, 246, 1021]
meeting-photo [400, 86, 610, 216]
issue-date [802, 8, 908, 28]
section-band: ಗ್ರಾಮ ಆಡಳಿತ ಅಧಿಕಾರಿ ಹುದ್ದೆಗಳ ಸ್ಪರ್ಧಾತ್ಮಕ ಪರೀಕ್ಷೆ [252, 798, 696, 818]
section-rule [252, 60, 696, 61]
